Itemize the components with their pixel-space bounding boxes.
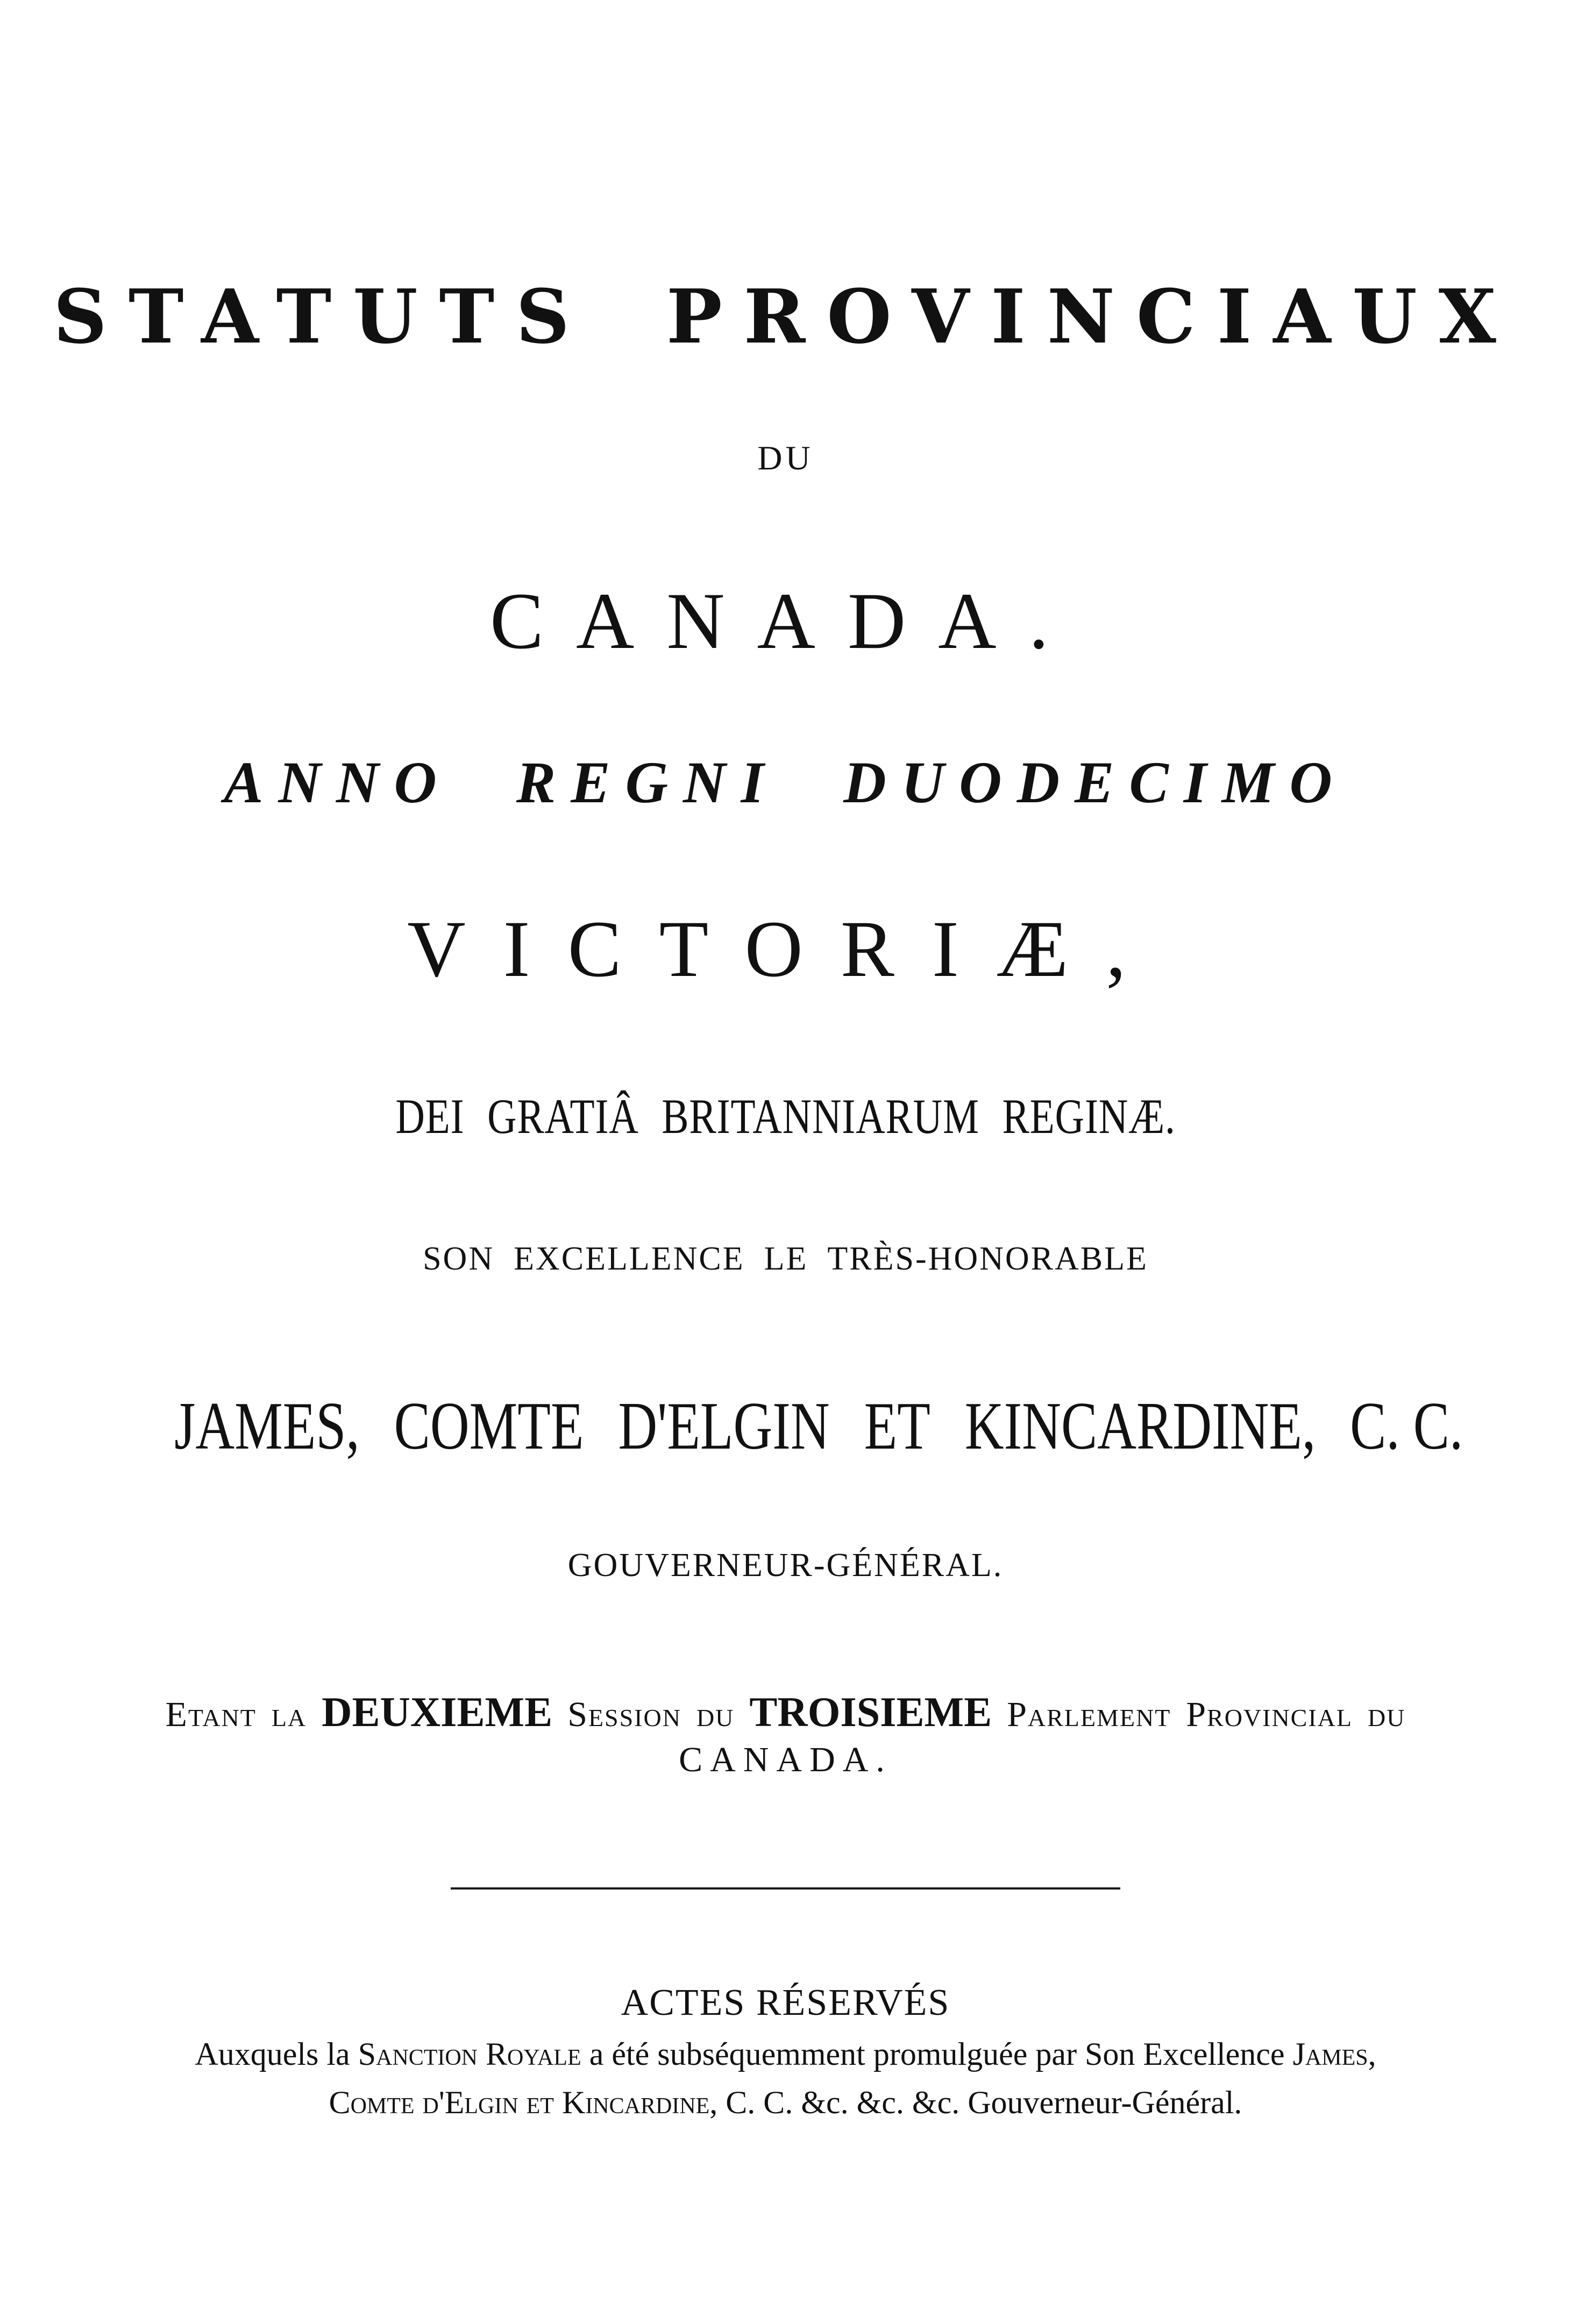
reserved-comte: Comte d'Elgin et Kincardine, — [329, 2085, 718, 2120]
session-provincial: Provincial — [1186, 1695, 1353, 1734]
country-heading: CANADA. — [489, 576, 1082, 666]
session-deuxieme: DEUXIEME — [322, 1688, 553, 1735]
reserved-text-line-2 — [0, 2086, 1571, 2119]
reserved-sanction: Sanction Royale — [358, 2036, 581, 2072]
gov-word-2: COMTE — [394, 1389, 584, 1464]
session-etant: Etant — [165, 1695, 257, 1734]
excellency-line — [0, 1242, 1571, 1275]
session-du-2: du — [1368, 1695, 1406, 1734]
title-word-provinciaux: PROVINCIAUX — [666, 273, 1518, 360]
son-word-4: TRÈS-HONORABLE — [827, 1241, 1148, 1277]
session-line — [0, 1688, 1571, 1735]
reserved-james: James, — [1292, 2036, 1376, 2072]
dei-word-2: GRATIÂ — [487, 1089, 639, 1144]
reserved-heading: ACTES RÉSERVÉS — [621, 1982, 950, 2023]
session-du-1: du — [696, 1695, 735, 1734]
governor-name — [157, 1389, 1463, 1464]
regnal-year — [0, 750, 1571, 815]
title-word-statuts: STATUTS — [53, 273, 591, 360]
horizontal-rule — [451, 1887, 1120, 1890]
gov-word-1: JAMES, — [174, 1389, 360, 1464]
reserved-text-line-1 — [0, 2038, 1571, 2070]
dei-gratia-line — [141, 1089, 1430, 1144]
reserved-part-2: a été subséquemment promulguée par Son Excellence — [581, 2036, 1293, 2072]
regnal-word-anno: ANNO — [224, 750, 452, 815]
du-line: DU — [757, 439, 814, 477]
session-session: Session — [567, 1695, 681, 1734]
main-title — [0, 273, 1571, 360]
session-troisieme: TROISIEME — [749, 1688, 992, 1735]
son-word-1: SON — [423, 1241, 495, 1277]
gov-word-5: KINCARDINE, — [964, 1389, 1316, 1464]
gov-word-3: D'ELGIN — [618, 1389, 830, 1464]
dei-word-4: REGINÆ. — [1002, 1089, 1176, 1144]
session-la: la — [271, 1695, 307, 1734]
governor-title: GOUVERNEUR-GÉNÉRAL. — [567, 1547, 1004, 1584]
monarch-name: VICTORIÆ, — [407, 904, 1164, 994]
session-country: CANADA. — [679, 1740, 892, 1779]
son-word-2: EXCELLENCE — [514, 1241, 745, 1277]
reserved-part-3: C. C. &c. &c. &c. Gouverneur-Général. — [717, 2085, 1242, 2120]
reserved-part-1: Auxquels la — [195, 2036, 358, 2072]
regnal-word-duodecimo: DUODECIMO — [843, 750, 1347, 815]
dei-word-1: DEI — [395, 1089, 465, 1144]
regnal-word-regni: REGNI — [516, 750, 779, 815]
session-parlement: Parlement — [1007, 1695, 1171, 1734]
dei-word-3: BRITANNIARUM — [662, 1089, 979, 1144]
gov-word-4: ET — [864, 1389, 930, 1464]
gov-word-6: C. C. — [1350, 1389, 1463, 1464]
son-word-3: LE — [764, 1241, 808, 1277]
